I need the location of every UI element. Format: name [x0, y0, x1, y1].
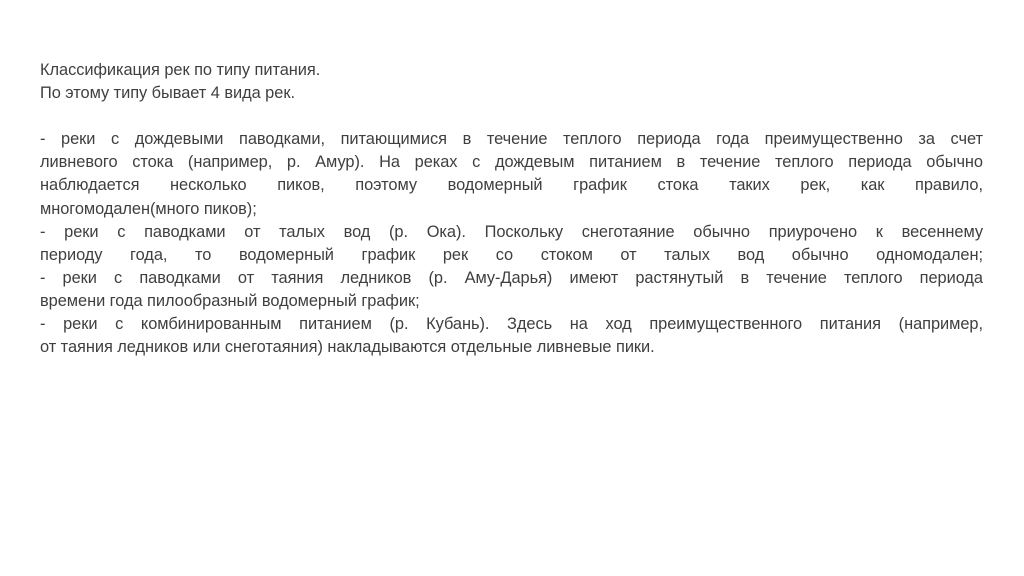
paragraph-line: многомодален(много пиков); [40, 199, 257, 218]
subtitle-line: По этому типу бывает 4 вида рек. [40, 84, 295, 103]
paragraph-line: - реки с паводками от талых вод (р. Ока). Поскольку снеготаяние обычно приурочено к весеннему [40, 222, 983, 241]
text-body [40, 59, 983, 359]
paragraph-line: времени года пилообразный водомерный график; [40, 291, 420, 310]
paragraph-line: периоду года, то водомерный график рек со стоком от талых вод обычно одномодален; [40, 245, 983, 264]
paragraph-line: - реки с дождевыми паводками, питающимися в течение теплого периода года преимущественно за счет [40, 130, 983, 149]
paragraph-line: - реки с комбинированным питанием (р. Кубань). Здесь на ход преимущественного питания (например, [40, 315, 983, 334]
paragraph-line: наблюдается несколько пиков, поэтому водомерный график стока таких рек, как правило, [40, 176, 983, 195]
paragraph-line: ливневого стока (например, р. Амур). На реках с дождевым питанием в течение теплого периода обычно [40, 153, 983, 172]
paragraph-line: - реки с паводками от таяния ледников (р. Аму-Дарья) имеют растянутый в течение теплого периода [40, 268, 983, 287]
blank-line [40, 105, 983, 128]
paragraph-line: от таяния ледников или снеготаяния) накладываются отдельные ливневые пики. [40, 338, 655, 357]
title-line: Классификация рек по типу питания. [40, 61, 321, 79]
